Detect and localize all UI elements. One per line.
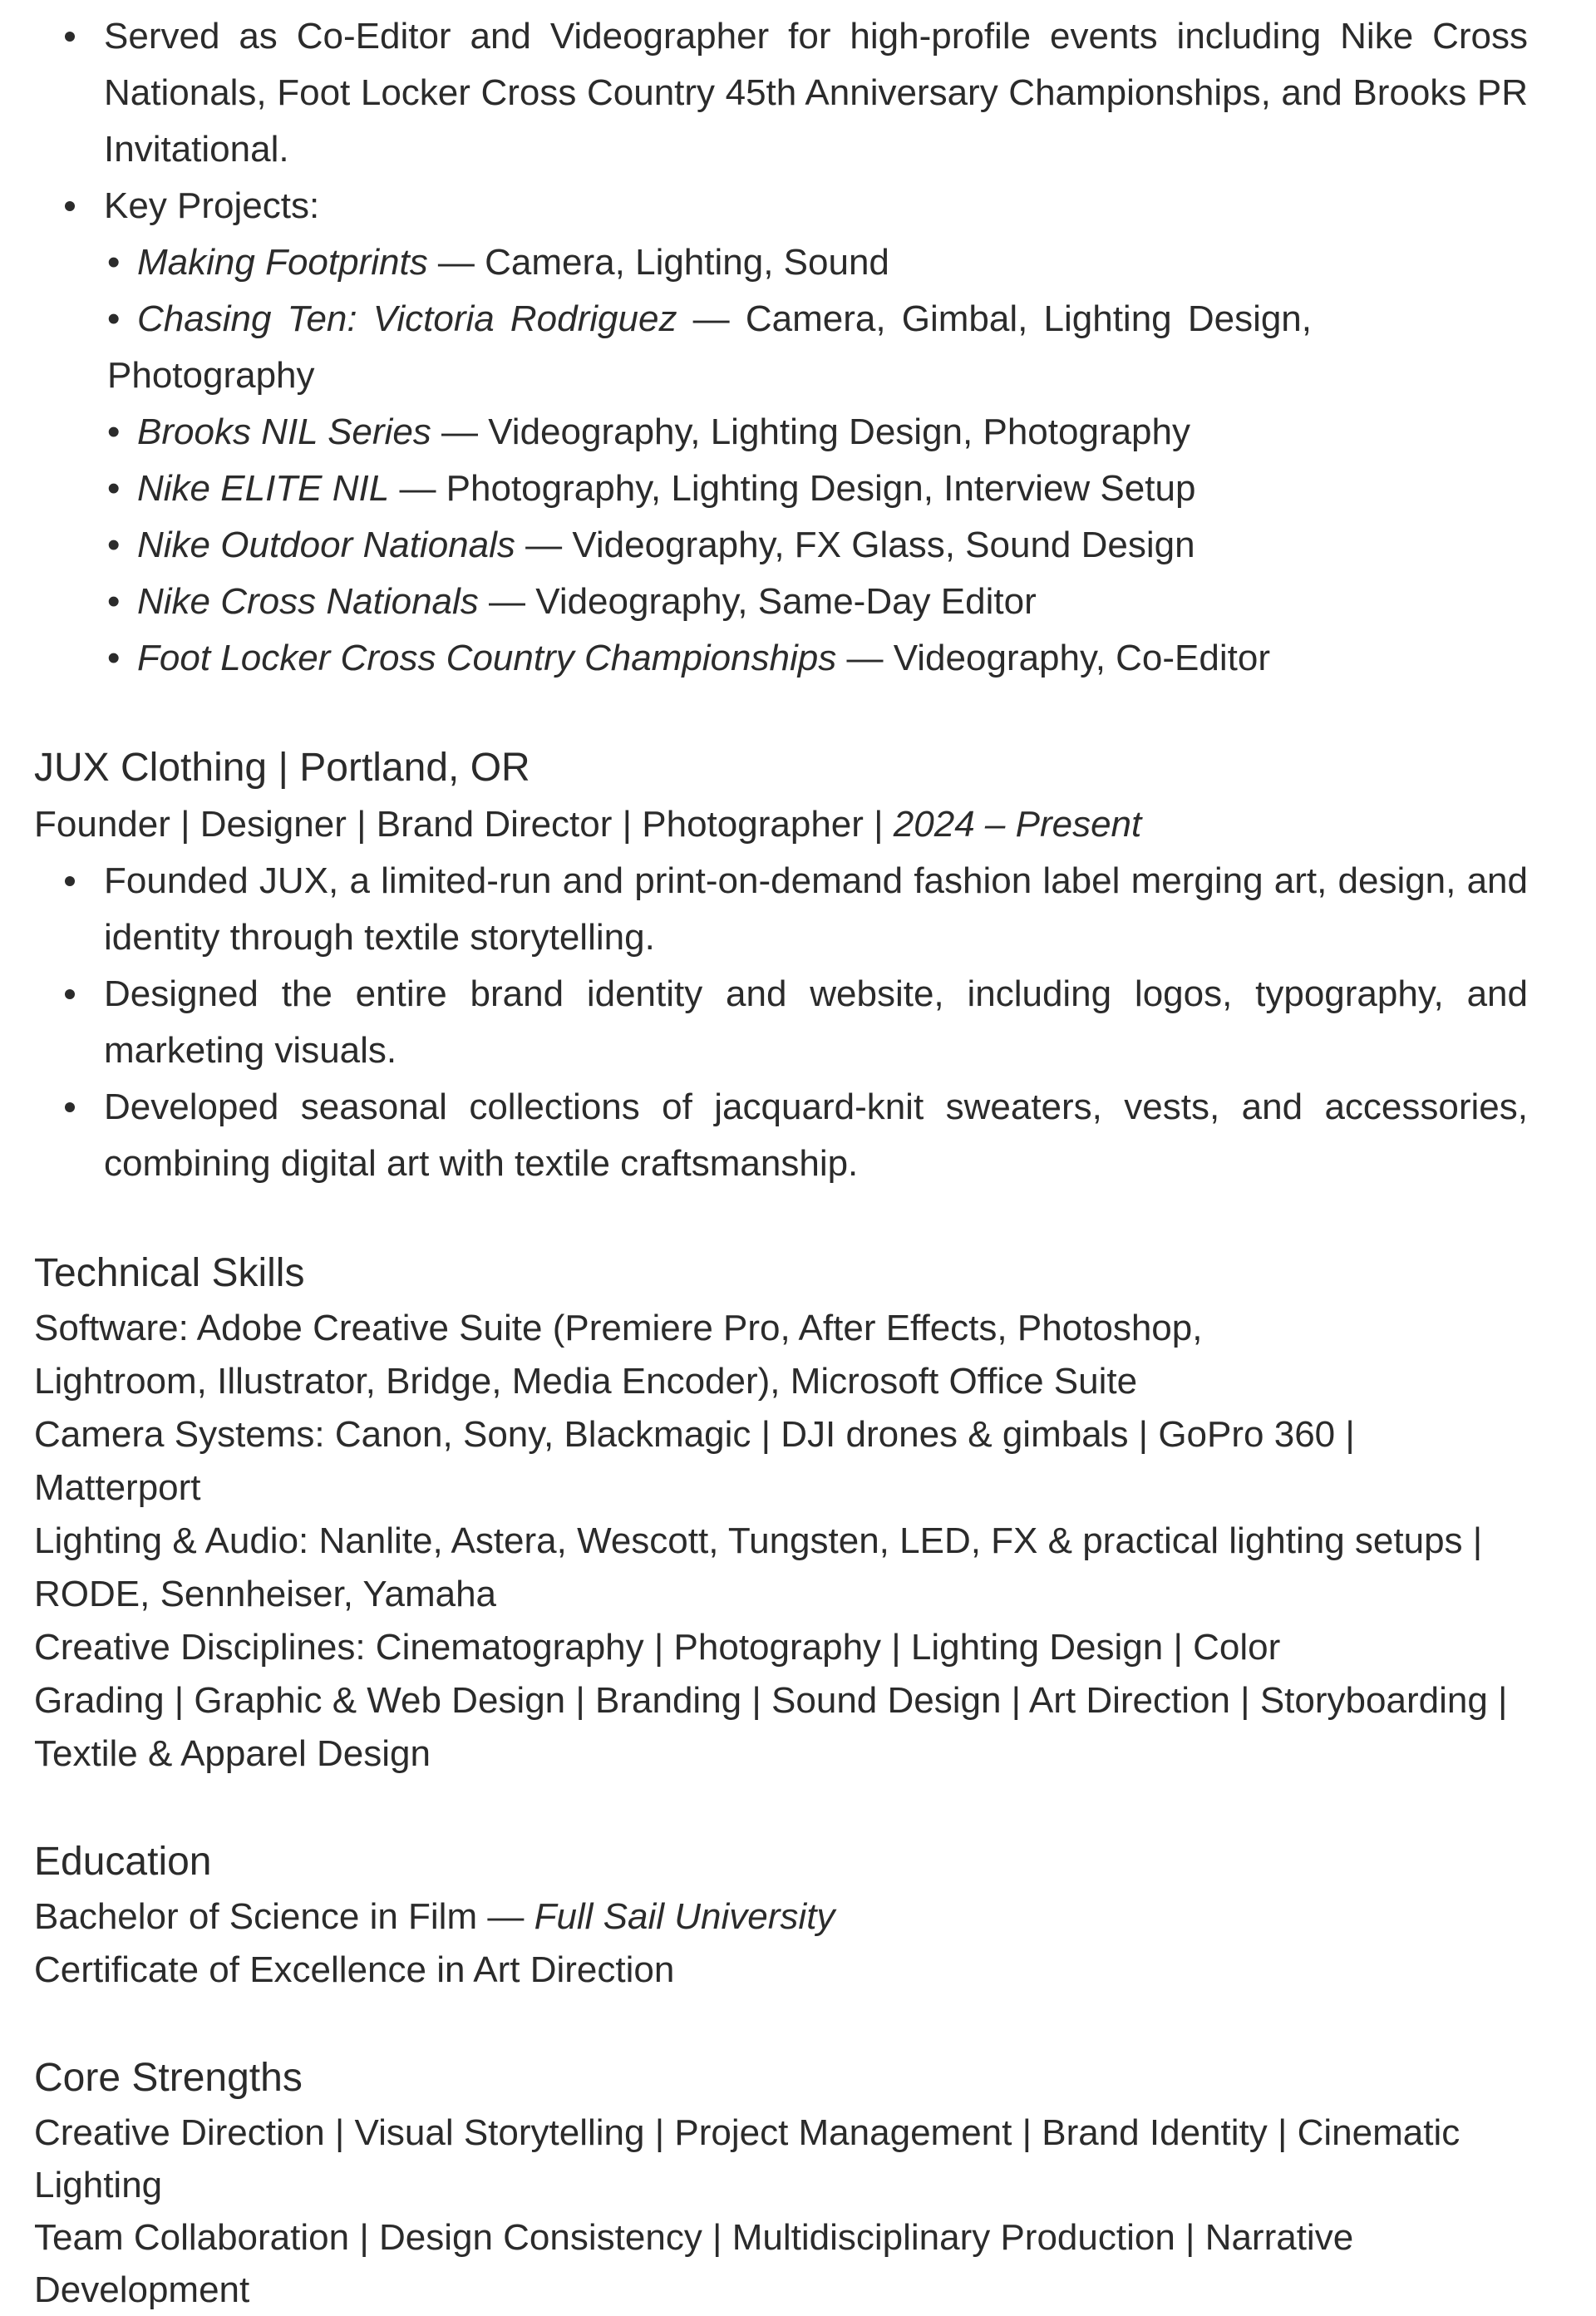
sub-bullet: •: [107, 525, 121, 565]
project-item: [34, 404, 1528, 461]
skills-line: Lighting & Audio: Nanlite, Astera, Wescott, Tungsten, LED, FX & practical lighting setups |: [34, 1520, 1483, 1561]
strengths-line: Development: [34, 2269, 250, 2310]
skills-line: Lightroom, Illustrator, Bridge, Media Encoder), Microsoft Office Suite: [34, 1361, 1138, 1402]
sub-bullet: •: [107, 581, 121, 622]
skills-line: Grading | Graphic & Web Design | Branding | Sound Design | Art Direction | Storyboarding |: [34, 1680, 1508, 1721]
strengths-line: Creative Direction | Visual Storytelling | Project Management | Brand Identity | Cinematic: [34, 2112, 1461, 2153]
skills-line: Software: Adobe Creative Suite (Premiere Pro, After Effects, Photoshop,: [34, 1308, 1203, 1348]
skills-line: Textile & Apparel Design: [34, 1733, 431, 1774]
jux-bullet: Developed seasonal collections of jacquard-knit sweaters, vests, and accessories, combining digital art with textile craftsmanship.: [34, 1079, 1528, 1192]
project-title: Chasing Ten: Victoria Rodriguez: [137, 298, 677, 339]
project-title: Nike ELITE NIL: [137, 468, 390, 509]
project-roles: — Photography, Lighting Design, Interview Setup: [389, 468, 1196, 509]
sub-bullet: •: [107, 468, 121, 509]
education-body: [34, 1890, 1528, 1997]
core-strengths-body: [34, 2107, 1528, 2316]
jux-heading: JUX Clothing | Portland, OR: [34, 746, 530, 790]
technical-skills-body: [34, 1302, 1528, 1781]
project-title: Making Footprints: [137, 242, 428, 283]
skills-line: Camera Systems: Canon, Sony, Blackmagic | DJI drones & gimbals | GoPro 360 | Matterport: [34, 1414, 1355, 1508]
degree-line: [34, 1890, 1528, 1944]
jux-bullets: [34, 853, 1528, 1192]
project-item: [34, 461, 1528, 517]
jux-bullet: Designed the entire brand identity and website, including logos, typography, and marketing visuals.: [34, 966, 1528, 1079]
spacer: [34, 687, 1528, 740]
skills-line: Creative Disciplines: Cinematography | Photography | Lighting Design | Color: [34, 1627, 1281, 1668]
jux-bullet: Founded JUX, a limited-run and print-on-demand fashion label merging art, design, and identity through textile storytelling.: [34, 853, 1528, 966]
strengths-line: Lighting: [34, 2165, 163, 2205]
experience-bullet: Served as Co-Editor and Videographer for high-profile events including Nike Cross Nationals, Foot Locker Cross Country 45th Anniversary Championships, and Brooks PR Invitational.: [34, 8, 1528, 178]
sub-bullet: •: [107, 298, 121, 339]
jux-roles-line: [34, 796, 1528, 853]
strengths-line: Team Collaboration | Design Consistency | Multidisciplinary Production | Narrative: [34, 2217, 1354, 2258]
project-title: Foot Locker Cross Country Championships: [137, 638, 837, 678]
key-projects-item: [34, 178, 1528, 687]
experience-bullets: [34, 0, 1528, 687]
project-item: [34, 630, 1528, 687]
core-strengths-heading: Core Strengths: [34, 2056, 303, 2100]
jux-dates: 2024 – Present: [893, 804, 1142, 845]
project-title: Nike Cross Nationals: [137, 581, 479, 622]
project-roles: — Camera, Lighting, Sound: [427, 242, 889, 283]
project-roles: — Videography, Lighting Design, Photography: [431, 411, 1190, 452]
school: Full Sail University: [534, 1896, 835, 1937]
spacer: [34, 1781, 1528, 1834]
project-title: Brooks NIL Series: [137, 411, 431, 452]
sub-bullet: •: [107, 411, 121, 452]
project-item: [34, 291, 1528, 404]
jux-roles: Founder | Designer | Brand Director | Photographer |: [34, 804, 894, 845]
key-projects-label: Key Projects:: [104, 185, 320, 226]
project-roles: — Videography, Co-Editor: [836, 638, 1270, 678]
project-item: [34, 234, 1528, 291]
project-roles: — Videography, FX Glass, Sound Design: [515, 525, 1195, 565]
project-item: [34, 517, 1528, 574]
certificate-line: Certificate of Excellence in Art Direction: [34, 1949, 675, 1990]
degree: Bachelor of Science in Film —: [34, 1896, 534, 1937]
project-roles: — Camera, Gimbal, Lighting Design, Photography: [107, 298, 1313, 396]
skills-line: RODE, Sennheiser, Yamaha: [34, 1574, 497, 1614]
sub-bullet: •: [107, 638, 121, 678]
spacer: [34, 1997, 1528, 2050]
spacer: [34, 1192, 1528, 1245]
sub-bullet: •: [107, 242, 121, 283]
technical-skills-heading: Technical Skills: [34, 1251, 305, 1295]
project-title: Nike Outdoor Nationals: [137, 525, 515, 565]
education-heading: Education: [34, 1840, 212, 1884]
project-item: [34, 574, 1528, 630]
project-roles: — Videography, Same-Day Editor: [478, 581, 1037, 622]
key-projects-list: [104, 234, 1528, 687]
